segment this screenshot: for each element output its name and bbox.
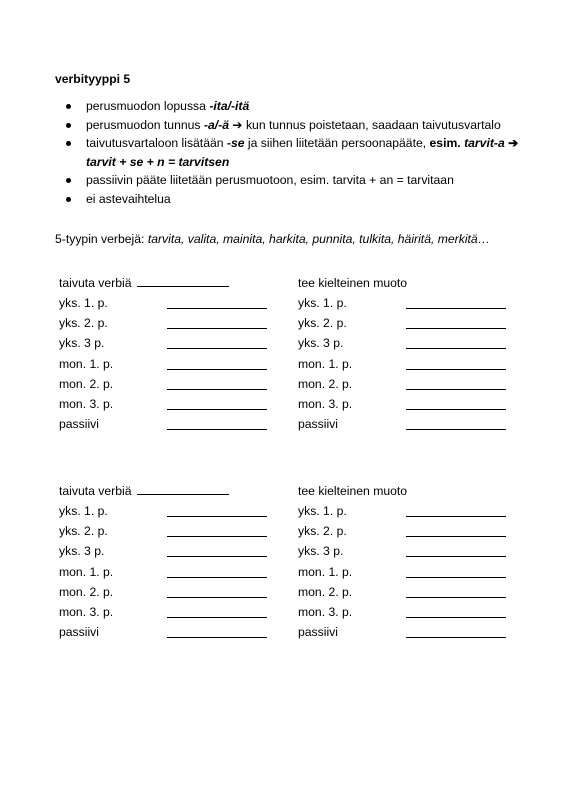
answer-blank[interactable] bbox=[406, 637, 506, 638]
answer-blank[interactable] bbox=[167, 536, 267, 537]
rule-example-label: esim. bbox=[429, 136, 461, 151]
form-row bbox=[298, 357, 518, 373]
person-label: yks. 2. p. bbox=[59, 316, 108, 331]
person-label: yks. 1. p. bbox=[59, 504, 108, 518]
form-row bbox=[298, 336, 518, 352]
person-label: yks. 2. p. bbox=[298, 316, 347, 331]
person-label: mon. 3. p. bbox=[59, 397, 114, 411]
form-row bbox=[59, 357, 279, 373]
person-label: yks. 2. p. bbox=[59, 524, 108, 539]
rule-example: tarvit-a bbox=[460, 136, 505, 151]
person-label: yks. 2. p. bbox=[298, 524, 347, 539]
person-label: mon. 1. p. bbox=[298, 356, 353, 371]
rule-text: perusmuodon lopussa bbox=[86, 99, 210, 113]
person-label: mon. 1. p. bbox=[59, 356, 114, 371]
answer-blank[interactable] bbox=[167, 597, 267, 598]
rule-ending: -a/-ä bbox=[203, 117, 229, 132]
answer-blank[interactable] bbox=[167, 348, 267, 349]
answer-blank[interactable] bbox=[406, 597, 506, 598]
person-label: mon. 3. p. bbox=[59, 605, 114, 619]
person-label: yks. 1. p. bbox=[298, 504, 347, 518]
answer-blank[interactable] bbox=[406, 556, 506, 557]
answer-blank[interactable] bbox=[167, 328, 267, 329]
form-row bbox=[59, 544, 279, 560]
form-row bbox=[59, 397, 279, 413]
person-label: mon. 3. p. bbox=[298, 397, 353, 411]
answer-blank[interactable] bbox=[167, 369, 267, 370]
rule-text: passiivin pääte liitetään perusmuotoon, esim. tarvita + an = tarvitaan bbox=[86, 173, 454, 188]
rule-item bbox=[64, 171, 544, 190]
answer-blank[interactable] bbox=[406, 516, 506, 517]
rules-list bbox=[64, 97, 544, 209]
arrow-icon: ➔ bbox=[504, 136, 519, 151]
person-label: mon. 2. p. bbox=[59, 584, 114, 599]
conjugate-header: taivuta verbiä bbox=[59, 276, 229, 290]
answer-blank[interactable] bbox=[406, 617, 506, 618]
answer-blank[interactable] bbox=[406, 308, 506, 309]
answer-blank[interactable] bbox=[406, 429, 506, 430]
answer-blank[interactable] bbox=[406, 328, 506, 329]
answer-blank[interactable] bbox=[406, 577, 506, 578]
person-label: yks. 3 p. bbox=[298, 544, 344, 559]
person-label: mon. 1. p. bbox=[59, 564, 114, 579]
answer-blank[interactable] bbox=[167, 556, 267, 557]
form-row bbox=[298, 585, 518, 601]
form-row bbox=[59, 296, 279, 312]
form-row bbox=[59, 417, 279, 433]
form-row bbox=[298, 565, 518, 581]
person-label: passiivi bbox=[59, 625, 99, 640]
rule-text: ei astevaihtelua bbox=[86, 191, 171, 206]
rule-ending: -se bbox=[226, 136, 245, 151]
rule-text: ja siihen liitetään persoonapääte, bbox=[244, 136, 430, 151]
form-row bbox=[298, 377, 518, 393]
page-title: verbityyppi 5 bbox=[55, 72, 131, 86]
form-row bbox=[298, 397, 518, 413]
answer-blank[interactable] bbox=[406, 409, 506, 410]
answer-blank[interactable] bbox=[167, 577, 267, 578]
answer-blank[interactable] bbox=[406, 389, 506, 390]
rule-text: kun tunnus poistetaan, saadaan taivutusvartalo bbox=[242, 117, 501, 132]
person-label: yks. 3 p. bbox=[59, 544, 105, 559]
rule-ending: -ita/-itä bbox=[209, 99, 250, 113]
rule-item bbox=[64, 97, 544, 116]
person-label: mon. 3. p. bbox=[298, 605, 353, 619]
answer-blank[interactable] bbox=[167, 409, 267, 410]
person-label: mon. 2. p. bbox=[298, 584, 353, 599]
form-row bbox=[59, 565, 279, 581]
answer-blank[interactable] bbox=[167, 429, 267, 430]
form-row bbox=[298, 605, 518, 621]
rule-item bbox=[64, 116, 544, 135]
person-label: mon. 2. p. bbox=[298, 376, 353, 391]
form-row bbox=[298, 296, 518, 312]
person-label: passiivi bbox=[298, 417, 338, 432]
answer-blank[interactable] bbox=[167, 637, 267, 638]
verb-blank[interactable] bbox=[137, 276, 229, 287]
person-label: passiivi bbox=[59, 417, 99, 432]
conjugate-header: taivuta verbiä bbox=[59, 484, 229, 498]
arrow-icon: ➔ bbox=[232, 117, 243, 132]
person-label: mon. 1. p. bbox=[298, 564, 353, 579]
answer-blank[interactable] bbox=[167, 308, 267, 309]
form-row bbox=[59, 316, 279, 332]
person-label: mon. 2. p. bbox=[59, 376, 114, 391]
rule-item bbox=[64, 134, 544, 171]
form-row bbox=[298, 544, 518, 560]
form-row bbox=[298, 417, 518, 433]
form-row bbox=[298, 316, 518, 332]
form-row bbox=[59, 377, 279, 393]
form-row bbox=[298, 504, 518, 520]
form-row bbox=[298, 625, 518, 641]
verb-blank[interactable] bbox=[137, 484, 229, 495]
answer-blank[interactable] bbox=[406, 536, 506, 537]
form-row bbox=[59, 504, 279, 520]
negative-header: tee kielteinen muoto bbox=[298, 484, 408, 498]
form-row bbox=[59, 524, 279, 540]
negative-header: tee kielteinen muoto bbox=[298, 276, 408, 290]
rule-example: tarvit + se + n = tarvitsen bbox=[86, 154, 230, 169]
rule-text: perusmuodon tunnus bbox=[86, 117, 204, 132]
verb-examples: 5-tyypin verbejä: tarvita, valita, mainita, harkita, punnita, tulkita, häiritä, merkitä… bbox=[55, 232, 490, 246]
person-label: yks. 3 p. bbox=[298, 336, 344, 351]
verb-example-list: tarvita, valita, mainita, harkita, punnita, tulkita, häiritä, merkitä… bbox=[147, 232, 490, 246]
person-label: passiivi bbox=[298, 625, 338, 640]
form-row bbox=[298, 524, 518, 540]
answer-blank[interactable] bbox=[406, 369, 506, 370]
form-row bbox=[59, 336, 279, 352]
answer-blank[interactable] bbox=[406, 348, 506, 349]
form-row bbox=[59, 585, 279, 601]
form-row bbox=[59, 625, 279, 641]
person-label: yks. 1. p. bbox=[59, 296, 108, 310]
rule-item bbox=[64, 190, 544, 209]
rule-text: taivutusvartaloon lisätään bbox=[86, 136, 227, 151]
person-label: yks. 3 p. bbox=[59, 336, 105, 351]
form-row bbox=[59, 605, 279, 621]
answer-blank[interactable] bbox=[167, 516, 267, 517]
person-label: yks. 1. p. bbox=[298, 296, 347, 310]
answer-blank[interactable] bbox=[167, 617, 267, 618]
answer-blank[interactable] bbox=[167, 389, 267, 390]
